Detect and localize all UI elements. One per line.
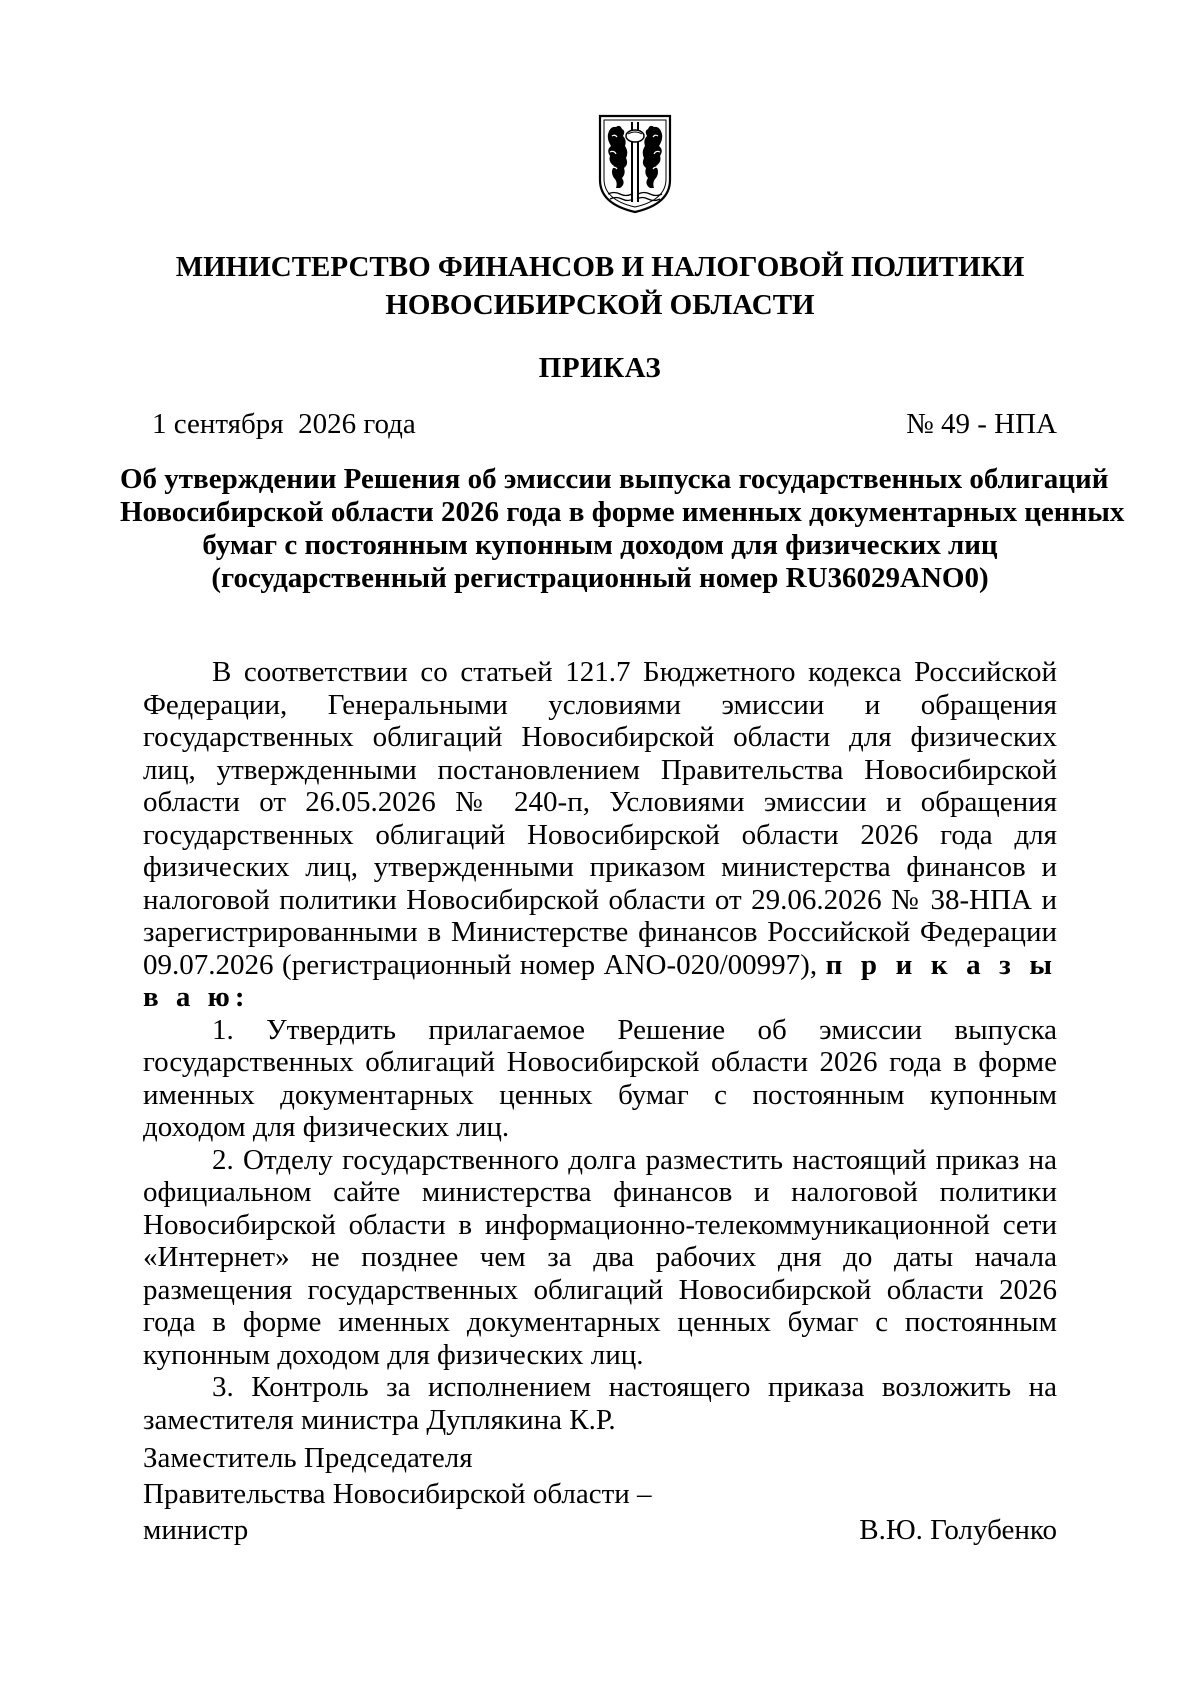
title-line1: Об утверждении Решения об эмиссии выпуска государственных облигаций bbox=[120, 463, 1109, 495]
document-title bbox=[120, 463, 1125, 595]
document-number: № 49 - НПА bbox=[906, 408, 1057, 440]
coat-of-arms-icon bbox=[596, 112, 674, 215]
title-line4: (государственный регистрационный номер RU36029ANO0) bbox=[211, 562, 989, 594]
title-line3: бумаг с постоянным купонным доходом для физических лиц bbox=[202, 529, 998, 561]
signatory-position-line1: Заместитель Председателя bbox=[143, 1442, 473, 1474]
ministry-name-line1: МИНИСТЕРСТВО ФИНАНСОВ И НАЛОГОВОЙ ПОЛИТИКИ bbox=[175, 251, 1025, 283]
signatory-name: В.Ю. Голубенко bbox=[859, 1514, 1057, 1546]
ministry-name bbox=[0, 248, 1200, 324]
document-type: ПРИКАЗ bbox=[538, 352, 662, 384]
preamble-paragraph bbox=[143, 656, 1057, 1014]
signatory-position-line3: министр bbox=[143, 1514, 249, 1546]
signatory-position-line2: Правительства Новосибирской области – bbox=[143, 1478, 652, 1510]
document-date: 1 сентября 2026 года bbox=[152, 408, 416, 440]
order-item-2: 2. Отделу государственного долга разместить настоящий приказ на официальном сайте министерства финансов и налоговой политики Новосибирской области в информационно-телекоммуникационной сети «Интернет» не позднее чем за два рабочих дня до даты начала размещения государственных облигаций Новосибирской области 2026 года в форме именных документарных ценных бумаг с постоянным купонным доходом для физических лиц. bbox=[143, 1143, 1057, 1371]
preamble-text: В соответствии со статьей 121.7 Бюджетного кодекса Российской Федерации, Генеральными условиями эмиссии и обращения государственных облигаций Новосибирской области для физических лиц, утвержденными постановлением Правительства Новосибирской области от 26.05.2026 № 240-п, Условиями эмиссии и обращения государственных облигаций Новосибирской области 2026 года для физических лиц, утвержденными приказом министерства финансов и налоговой политики Новосибирской области от 29.06.2026 № 38-НПА и зарегистрированными в Министерстве финансов Российской Федерации 09.07.2026 (регистрационный номер ANO-020/00997), bbox=[143, 656, 1057, 981]
signature-block bbox=[143, 1440, 1057, 1548]
order-item-3: 3. Контроль за исполнением настоящего приказа возложить на заместителя министра Дуплякина К.Р. bbox=[143, 1371, 1057, 1436]
order-word: п р и к а з ы в а ю: bbox=[143, 948, 1058, 1013]
order-item-1: 1. Утвердить прилагаемое Решение об эмиссии выпуска государственных облигаций Новосибирской области 2026 года в форме именных документарных ценных бумаг с постоянным купонным доходом для физических лиц. bbox=[143, 1013, 1057, 1143]
ministry-name-line2: НОВОСИБИРСКОЙ ОБЛАСТИ bbox=[385, 289, 815, 321]
title-line2: Новосибирской области 2026 года в форме именных документарных ценных bbox=[120, 496, 1125, 528]
document-body bbox=[143, 656, 1057, 1436]
